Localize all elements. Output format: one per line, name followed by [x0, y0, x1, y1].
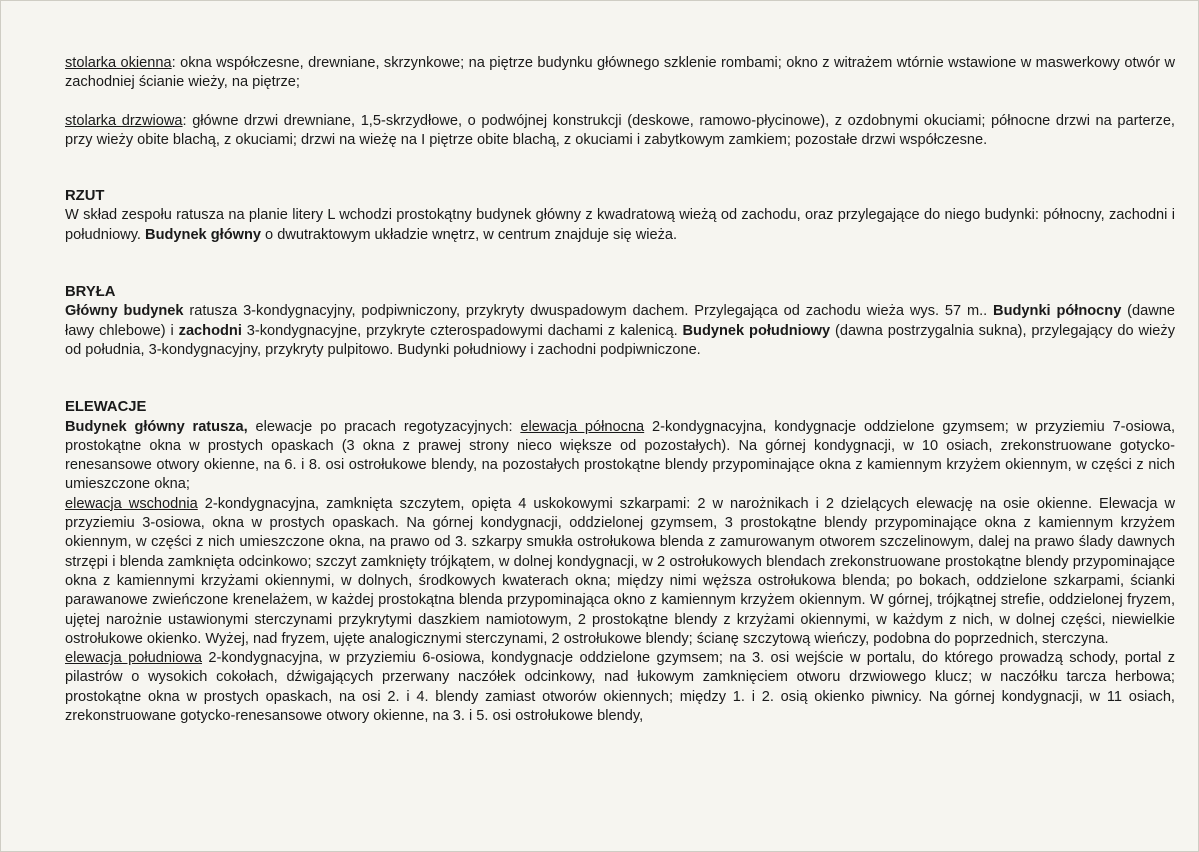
term-stolarka-okienna: stolarka okienna: [65, 55, 172, 71]
paragraph-elewacja-poludniowa: [65, 649, 1175, 726]
paragraph-elewacja-wschodnia: [65, 495, 1175, 649]
text-elewacja-polnocna: 2-kondygnacyjna, kondygnacje oddzielone gzymsem; w przyziemiu 7-osiowa, prostokątne okna w prostych opaskach (3 okna z prawej strony nieco większe od pozostałych). Na górnej kondygnacji, w 10 osiach, zrekonstruowane gotycko-renesansowe otwory okienne, na 6. i 8. osi ostrołukowe blendy, na pozostałych prostokątne blendy przypominające okna z kamiennym krzyżem okiennym, w części z nich umieszczone okna;: [65, 418, 1176, 493]
bold-budynek-poludniowy: Budynek południowy: [682, 322, 831, 339]
text-stolarka-okienna: : okna współczesne, drewniane, skrzynkowe; na piętrze budynku głównego szklenie rombami; okno z witrażem wtórnie wstawione w maswerkowy otwór w zachodniej ścianie wieży, na piętrze;: [65, 55, 1175, 91]
section-rzut: [65, 187, 1175, 245]
paragraph-stolarka-okienna: [65, 54, 1175, 93]
text-elewacja-poludniowa: 2-kondygnacyjna, w przyziemiu 6-osiowa, kondygnacje oddzielone gzymsem; na 3. osi wejście w portalu, do którego prowadzą schody, portal z pilastrów o wysokich cokołach, dźwigających przerwany naczółek odcinkowy, nad łukowym zamknięciem otworu drzwiowego klucz; w naczółku tarcza herbowa; prostokątne okna w prostych opaskach, na osi 2. i 4. blendy zamiast otworów okiennych; między 1. i 2. osią okienko piwnicy. Na górnej kondygnacji, w 11 osiach, zrekonstruowane gotycko-renesansowe otwory okienne, na 3. i 5. osi ostrołukowe blendy,: [65, 650, 1176, 725]
text-rzut-1: W skład zespołu ratusza na planie litery L wchodzi prostokątny budynek główny z kwadratową wieżą od zachodu, oraz przylegające do niego budynki: północny, zachodni i południowy.: [65, 207, 1175, 243]
bold-budynki-polnocny: Budynki północny: [993, 303, 1122, 320]
text-bryla-3: 3-kondygnacyjne, przykryte czterospadowymi dachami z kalenicą.: [241, 322, 683, 339]
bold-budynek-glowny-ratusza: Budynek główny ratusza,: [65, 418, 248, 435]
heading-rzut: RZUT: [65, 188, 105, 205]
section-elewacje: [65, 398, 1175, 726]
section-bryla: [65, 283, 1175, 360]
paragraph-elewacja-polnocna: [65, 418, 1175, 495]
term-stolarka-drzwiowa: stolarka drzwiowa: [65, 112, 183, 129]
paragraph-rzut: [65, 206, 1175, 245]
text-bryla-2: (dawne ławy chlebowe) i: [65, 303, 1176, 339]
term-elewacja-wschodnia: elewacja wschodnia: [65, 495, 198, 512]
term-elewacja-poludniowa: elewacja południowa: [65, 650, 203, 667]
text-bryla-4: (dawna postrzygalnia sukna), przylegający do wieży od południa, 3-kondygnacyjny, przykryty pulpitowo. Budynki południowy i zachodni podpiwniczone.: [65, 322, 1176, 358]
heading-elewacje: ELEWACJE: [65, 399, 147, 416]
bold-glowny-budynek: Główny budynek: [65, 303, 184, 320]
bold-zachodni: zachodni: [178, 322, 242, 339]
term-elewacja-polnocna: elewacja północna: [520, 418, 645, 435]
text-elewacje-1: elewacje po pracach regotyzacyjnych:: [247, 418, 521, 435]
heading-bryla: BRYŁA: [65, 284, 116, 301]
document-body: [65, 54, 1175, 726]
text-bryla-1: ratusza 3-kondygnacyjny, podpiwniczony, przykryty dwuspadowym dachem. Przylegająca od zachodu wieża wys. 57 m..: [183, 303, 994, 320]
text-elewacja-wschodnia: 2-kondygnacyjna, zamknięta szczytem, opięta 4 uskokowymi szkarpami: 2 w narożnikach i 2 dzielących elewację na osie okienne. Elewacja w przyziemiu 3-osiowa, okna w prostych opaskach. Na górnej kondygnacji, oddzielonej gzymsem, 3 prostokątne blendy przypominające okna z kamiennym krzyżem okiennym, w części z nich umieszczone okna, na prawo od 3. szkarpy smukła ostrołukowa blenda z zamurowanym otworem szczelinowym, dalej na prawo ślady dawnych strzępi i blenda zamknięta odcinkowo; szczyt zamknięty trójkątem, w dolnej kondygnacji, w 2 ostrołukowych blendach zrekonstruowane prostokątne blendy przypominające okna z kamiennymi krzyżami okiennymi, w dolnych, środkowych kwaterach okna; między nimi węższa ostrołukowa blenda; po bokach, oddzielone szkarpami, ścianki parawanowe zwieńczone krenelażem, w każdej prostokątna blenda przypominająca okno z kamiennym krzyżem okiennym. W górnej, trójkątnej strefie, oddzielonej fryzem, ujętej narożnie ustawionymi sterczynami przykrytymi daszkiem namiotowym, 2 prostokątne blendy z krzyżami okiennymi, w każdym z nich, w dolnej części, niewielkie ostrołukowe okienko. Wyżej, nad fryzem, ujęte analogicznymi sterczynami, 2 ostrołukowe blendy; ścianę szczytową wieńczy, podobna do poprzednich, sterczyna.: [65, 495, 1175, 647]
paragraph-stolarka-drzwiowa: [65, 112, 1175, 151]
paragraph-bryla: [65, 302, 1175, 360]
text-rzut-2: o dwutraktowym układzie wnętrz, w centrum znajduje się wieża.: [261, 226, 678, 243]
bold-budynek-glowny: Budynek główny: [145, 226, 261, 243]
text-stolarka-drzwiowa: : główne drzwi drewniane, 1,5-skrzydłowe, o podwójnej konstrukcji (deskowe, ramowo-płycinowe), z ozdobnymi okuciami; północne drzwi na parterze, przy wieży obite blachą, z okuciami; drzwi na wieżę na I piętrze obite blachą, z okuciami i zabytkowym zamkiem; pozostałe drzwi współczesne.: [65, 112, 1175, 148]
